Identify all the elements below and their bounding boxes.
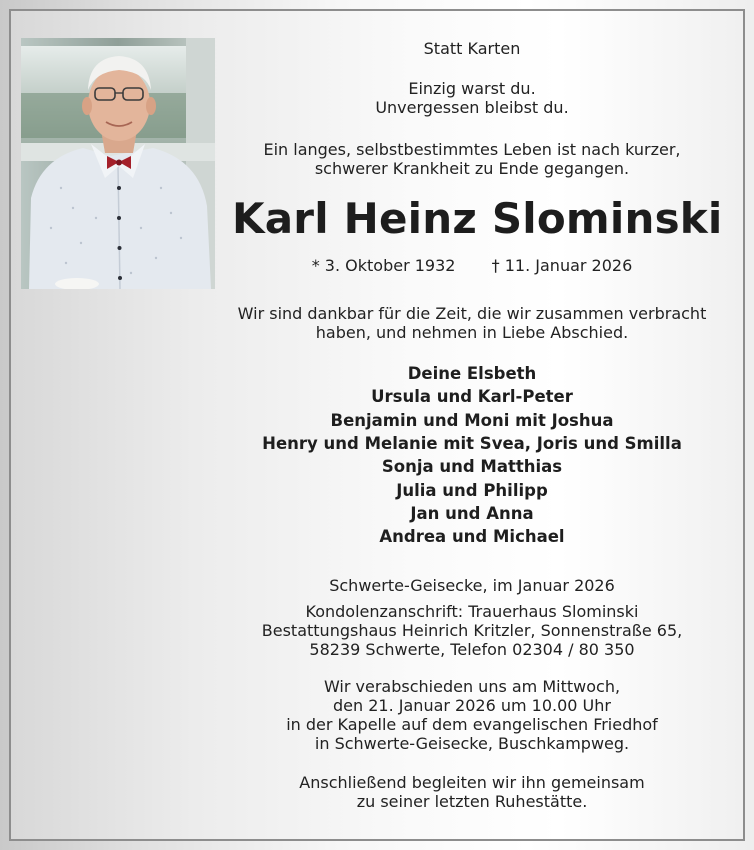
intro-line-1: Ein langes, selbstbestimmtes Leben ist nach kurzer, [263,140,681,159]
closing-line-2: zu seiner letzten Ruhestätte. [356,792,588,811]
statt-karten: Statt Karten [423,39,521,58]
funeral-line-1: Wir verabschieden uns am Mittwoch, [323,677,621,696]
family-member: Julia und Philipp [396,480,548,500]
death-date: † 11. Januar 2026 [491,256,633,275]
family-member: Deine Elsbeth [407,364,537,383]
condolence-line-3: 58239 Schwerte, Telefon 02304 / 80 350 [309,640,635,659]
family-member: Henry und Melanie mit Svea, Joris und Smilla [262,433,682,453]
portrait-photo [21,38,215,289]
closing-line-1: Anschließend begleiten wir ihn gemeinsam [299,773,645,792]
thanks-line-1: Wir sind dankbar für die Zeit, die wir zusammen verbracht [237,304,707,323]
funeral-line-3: in der Kapelle auf dem evangelischen Friedhof [286,715,658,734]
condolence-line-1: Kondolenzanschrift: Trauerhaus Slominski [305,602,639,621]
family-member: Jan und Anna [410,503,534,523]
thanks-line-2: haben, und nehmen in Liebe Abschied. [315,323,629,342]
verse-line-2: Unvergessen bleibst du. [375,98,569,117]
life-dates [232,256,712,276]
verse-line-1: Einzig warst du. [408,79,536,98]
family-member: Andrea und Michael [379,527,565,547]
family-member: Benjamin und Moni mit Joshua [330,410,614,430]
family-member: Ursula und Karl-Peter [371,387,573,407]
portrait-illustration [21,38,215,289]
deceased-name: Karl Heinz Slominski [232,194,723,243]
funeral-line-2: den 21. Januar 2026 um 10.00 Uhr [333,696,611,715]
birth-date: * 3. Oktober 1932 [311,256,456,275]
condolence-line-2: Bestattungshaus Heinrich Kritzler, Sonnenstraße 65, [261,621,683,640]
place-date: Schwerte-Geisecke, im Januar 2026 [329,576,615,595]
funeral-line-4: in Schwerte-Geisecke, Buschkampweg. [314,734,630,753]
intro-line-2: schwerer Krankheit zu Ende gegangen. [314,159,630,178]
family-member: Sonja und Matthias [381,457,563,477]
